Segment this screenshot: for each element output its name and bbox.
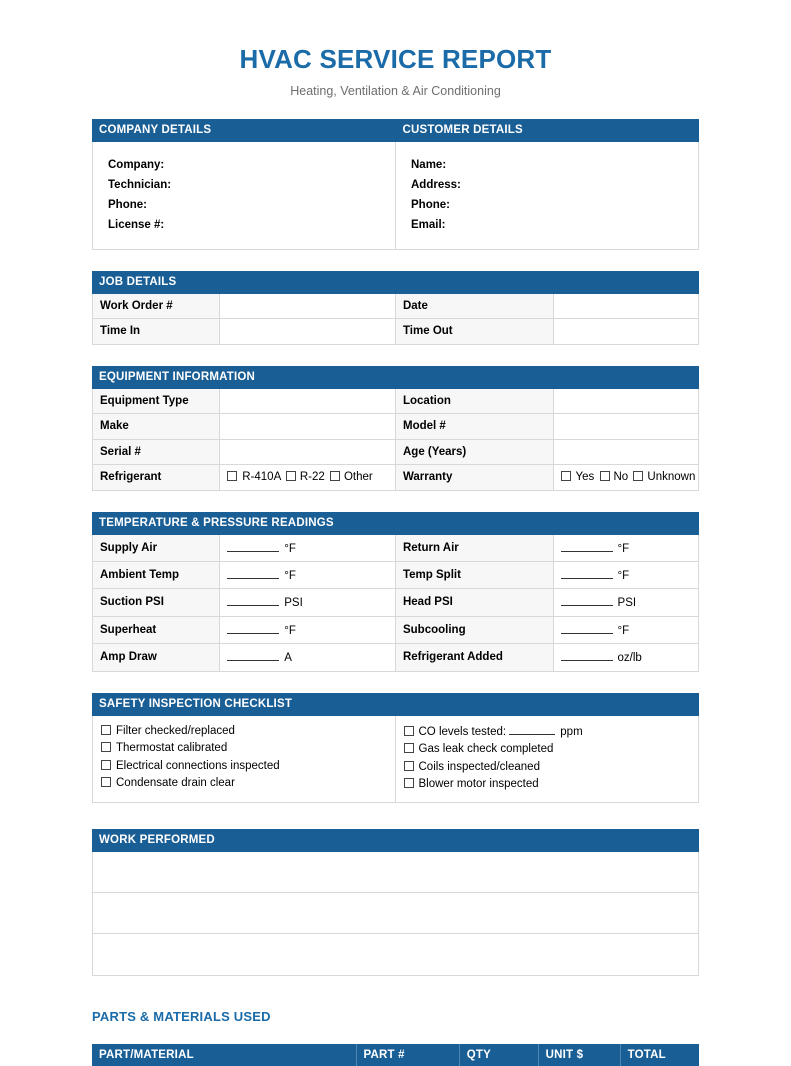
customer-fields bbox=[403, 147, 691, 244]
checkbox-filter-checked[interactable] bbox=[101, 725, 111, 735]
option-label-r410a: R-410A bbox=[242, 471, 281, 484]
company-details-header: COMPANY DETAILS bbox=[92, 119, 396, 142]
input-subcooling[interactable] bbox=[553, 616, 698, 643]
label-work-order: Work Order # bbox=[93, 294, 220, 319]
input-time-out[interactable] bbox=[553, 319, 698, 344]
unit-amp-draw: A bbox=[284, 652, 292, 665]
checkbox-r22[interactable] bbox=[286, 471, 296, 481]
checklist-item[interactable] bbox=[101, 723, 387, 741]
work-performed-line[interactable] bbox=[93, 934, 698, 975]
label-warranty: Warranty bbox=[395, 465, 553, 490]
input-amp-draw[interactable] bbox=[220, 644, 396, 671]
label-return-air: Return Air bbox=[395, 535, 553, 562]
column-qty: QTY bbox=[459, 1044, 538, 1066]
parts-table bbox=[92, 1044, 699, 1066]
work-performed-body bbox=[92, 852, 699, 976]
company-fields bbox=[100, 147, 388, 244]
checklist-item-label: Condensate drain clear bbox=[116, 777, 235, 790]
readings-section bbox=[92, 512, 699, 672]
checklist-column-left bbox=[93, 716, 396, 802]
checkbox-r410a[interactable] bbox=[227, 471, 237, 481]
checkbox-electrical-inspected[interactable] bbox=[101, 760, 111, 770]
checkbox-warranty-unknown[interactable] bbox=[633, 471, 643, 481]
details-header-row bbox=[92, 119, 699, 142]
fill-blank[interactable] bbox=[227, 622, 279, 634]
table-row bbox=[93, 589, 699, 616]
input-location[interactable] bbox=[553, 389, 698, 414]
warranty-options bbox=[553, 465, 698, 490]
input-head-psi[interactable] bbox=[553, 589, 698, 616]
label-location: Location bbox=[395, 389, 553, 414]
label-make: Make bbox=[93, 414, 220, 439]
input-serial[interactable] bbox=[220, 439, 396, 464]
checklist-item[interactable] bbox=[404, 776, 691, 794]
checklist-item-label: Filter checked/replaced bbox=[116, 724, 235, 737]
customer-details-header: CUSTOMER DETAILS bbox=[396, 119, 700, 142]
unit-suction-psi: PSI bbox=[284, 597, 303, 610]
input-equipment-type[interactable] bbox=[220, 389, 396, 414]
checklist-item-label: Blower motor inspected bbox=[418, 778, 539, 791]
safety-checklist-header: SAFETY INSPECTION CHECKLIST bbox=[92, 693, 699, 716]
field-email[interactable]: Email: bbox=[411, 218, 446, 231]
option-label-warranty-unknown: Unknown bbox=[647, 471, 696, 484]
label-refrigerant-added: Refrigerant Added bbox=[395, 644, 553, 671]
checklist-item[interactable] bbox=[404, 759, 691, 777]
input-work-order[interactable] bbox=[220, 294, 396, 319]
fill-blank[interactable] bbox=[227, 594, 279, 606]
checklist-item[interactable] bbox=[404, 741, 691, 759]
table-row bbox=[93, 319, 699, 344]
unit-refrigerant-added: oz/lb bbox=[617, 652, 642, 665]
page-subtitle: Heating, Ventilation & Air Conditioning bbox=[290, 83, 501, 98]
label-subcooling: Subcooling bbox=[395, 616, 553, 643]
unit-temp-split: °F bbox=[617, 570, 630, 583]
fill-blank[interactable] bbox=[561, 622, 613, 634]
unit-head-psi: PSI bbox=[617, 597, 637, 610]
input-model[interactable] bbox=[553, 414, 698, 439]
checkbox-blower-motor[interactable] bbox=[404, 778, 414, 788]
input-superheat[interactable] bbox=[220, 616, 396, 643]
details-body-row bbox=[93, 142, 699, 250]
label-date: Date bbox=[395, 294, 553, 319]
option-label-other: Other bbox=[343, 471, 373, 484]
label-age: Age (Years) bbox=[395, 439, 553, 464]
job-details-section bbox=[92, 271, 699, 345]
label-superheat: Superheat bbox=[93, 616, 220, 643]
checklist-item-label: Gas leak check completed bbox=[418, 743, 554, 756]
checkbox-warranty-no[interactable] bbox=[600, 471, 610, 481]
label-head-psi: Head PSI bbox=[395, 589, 553, 616]
input-time-in[interactable] bbox=[220, 319, 396, 344]
safety-checklist-section bbox=[92, 693, 699, 803]
label-model: Model # bbox=[395, 414, 553, 439]
label-time-in: Time In bbox=[93, 319, 220, 344]
unit-superheat: °F bbox=[284, 624, 296, 637]
field-technician[interactable]: Technician: bbox=[108, 178, 172, 191]
checkbox-gas-leak[interactable] bbox=[404, 743, 414, 753]
input-temp-split[interactable] bbox=[553, 562, 698, 589]
checkbox-warranty-yes[interactable] bbox=[561, 471, 571, 481]
label-equipment-type: Equipment Type bbox=[93, 389, 220, 414]
option-label-warranty-yes: Yes bbox=[575, 471, 595, 484]
work-performed-line[interactable] bbox=[93, 852, 698, 893]
option-label-r22: R-22 bbox=[299, 471, 325, 484]
checklist-item-label: Electrical connections inspected bbox=[116, 759, 280, 772]
page-title: HVAC SERVICE REPORT bbox=[239, 44, 552, 74]
work-performed-line[interactable] bbox=[93, 893, 698, 934]
fill-blank[interactable] bbox=[509, 723, 555, 735]
fill-blank[interactable] bbox=[227, 540, 279, 552]
checklist-item-label: CO levels tested: bbox=[418, 725, 507, 738]
table-row bbox=[93, 294, 699, 319]
input-ambient-temp[interactable] bbox=[220, 562, 396, 589]
column-unit-price: UNIT $ bbox=[538, 1044, 620, 1066]
fill-blank[interactable] bbox=[561, 594, 613, 606]
field-company-phone[interactable]: Phone: bbox=[108, 198, 147, 211]
input-date[interactable] bbox=[553, 294, 698, 319]
details-section bbox=[92, 119, 699, 250]
readings-header: TEMPERATURE & PRESSURE READINGS bbox=[92, 512, 699, 535]
checklist-column-right bbox=[396, 716, 699, 802]
fill-blank[interactable] bbox=[561, 649, 613, 661]
checklist-item-label: Coils inspected/cleaned bbox=[418, 760, 540, 773]
fill-blank[interactable] bbox=[227, 649, 279, 661]
equipment-header: EQUIPMENT INFORMATION bbox=[92, 366, 699, 389]
equipment-section bbox=[92, 366, 699, 491]
fill-blank[interactable] bbox=[561, 540, 613, 552]
table-row bbox=[93, 414, 699, 439]
label-serial: Serial # bbox=[93, 439, 220, 464]
work-performed-header: WORK PERFORMED bbox=[92, 829, 699, 852]
parts-header-row bbox=[92, 1044, 699, 1066]
checklist-item-unit: ppm bbox=[560, 725, 583, 738]
table-row bbox=[93, 465, 699, 490]
table-row bbox=[93, 616, 699, 643]
checklist-item[interactable] bbox=[101, 758, 387, 776]
refrigerant-options bbox=[220, 465, 396, 490]
table-row bbox=[93, 562, 699, 589]
field-company[interactable]: Company: bbox=[108, 158, 165, 171]
equipment-table bbox=[92, 389, 699, 491]
unit-ambient-temp: °F bbox=[284, 570, 296, 583]
unit-subcooling: °F bbox=[617, 624, 630, 637]
label-time-out: Time Out bbox=[395, 319, 553, 344]
checklist-item[interactable] bbox=[101, 775, 387, 793]
checkbox-coils-inspected[interactable] bbox=[404, 761, 414, 771]
field-customer-phone[interactable]: Phone: bbox=[411, 198, 450, 211]
table-row bbox=[93, 439, 699, 464]
input-return-air[interactable] bbox=[553, 535, 698, 562]
input-refrigerant-added[interactable] bbox=[553, 644, 698, 671]
checklist-item-label: Thermostat calibrated bbox=[116, 742, 228, 755]
checkbox-condensate-drain[interactable] bbox=[101, 777, 111, 787]
label-supply-air: Supply Air bbox=[93, 535, 220, 562]
readings-table bbox=[92, 535, 699, 672]
safety-checklist-body bbox=[92, 716, 699, 803]
fill-blank[interactable] bbox=[561, 567, 613, 579]
column-part-material: PART/MATERIAL bbox=[92, 1044, 356, 1066]
input-suction-psi[interactable] bbox=[220, 589, 396, 616]
option-label-warranty-no: No bbox=[613, 471, 629, 484]
checkbox-co-levels[interactable] bbox=[404, 726, 414, 736]
input-make[interactable] bbox=[220, 414, 396, 439]
unit-return-air: °F bbox=[617, 542, 630, 555]
table-row bbox=[93, 389, 699, 414]
field-license[interactable]: License #: bbox=[108, 218, 165, 231]
details-body-table bbox=[92, 142, 699, 250]
checkbox-other-refrigerant[interactable] bbox=[330, 471, 340, 481]
label-ambient-temp: Ambient Temp bbox=[93, 562, 220, 589]
column-part-number: PART # bbox=[356, 1044, 459, 1066]
parts-section bbox=[92, 1009, 699, 1066]
label-refrigerant: Refrigerant bbox=[93, 465, 220, 490]
field-address[interactable]: Address: bbox=[411, 178, 461, 191]
job-details-header: JOB DETAILS bbox=[92, 271, 699, 294]
checklist-item[interactable] bbox=[404, 723, 691, 742]
unit-supply-air: °F bbox=[284, 542, 296, 555]
label-temp-split: Temp Split bbox=[395, 562, 553, 589]
details-table bbox=[92, 119, 699, 142]
column-total: TOTAL bbox=[620, 1044, 699, 1066]
table-row bbox=[93, 644, 699, 671]
parts-heading: PARTS & MATERIALS USED bbox=[92, 1009, 271, 1025]
input-supply-air[interactable] bbox=[220, 535, 396, 562]
input-age[interactable] bbox=[553, 439, 698, 464]
field-customer-name[interactable]: Name: bbox=[411, 158, 447, 171]
checklist-item[interactable] bbox=[101, 740, 387, 758]
label-amp-draw: Amp Draw bbox=[93, 644, 220, 671]
work-performed-section bbox=[92, 829, 699, 976]
table-row bbox=[93, 535, 699, 562]
fill-blank[interactable] bbox=[227, 567, 279, 579]
checkbox-thermostat-calibrated[interactable] bbox=[101, 742, 111, 752]
job-details-table bbox=[92, 294, 699, 345]
label-suction-psi: Suction PSI bbox=[93, 589, 220, 616]
